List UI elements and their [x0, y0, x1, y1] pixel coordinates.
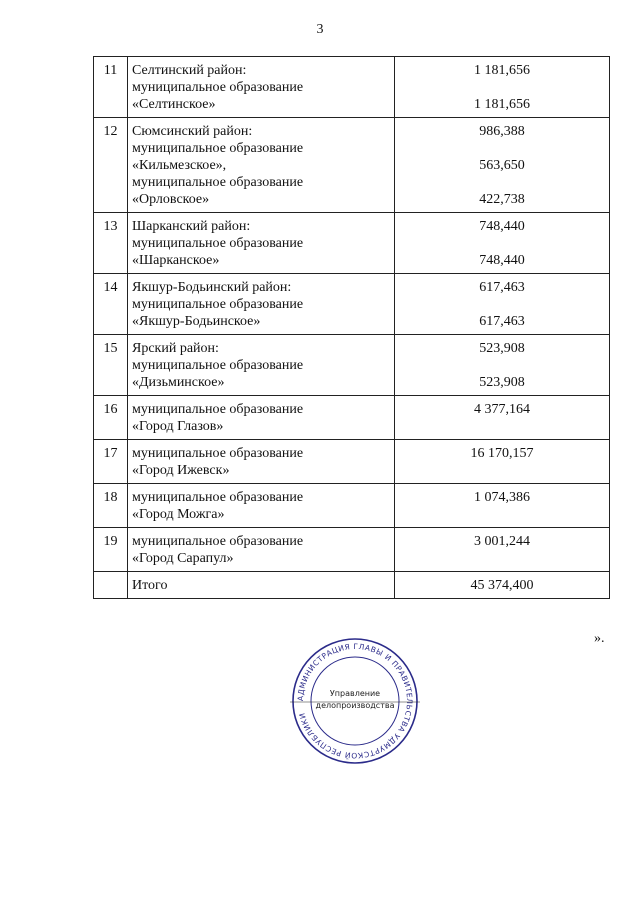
row-number	[94, 572, 128, 599]
row-number: 12	[94, 118, 128, 213]
table-row	[94, 528, 610, 572]
row-number: 18	[94, 484, 128, 528]
description-line: муниципальное образование	[132, 175, 304, 190]
row-number: 11	[94, 57, 128, 118]
description-line: Сюмсинский район:	[132, 124, 253, 139]
amount-value: 748,440	[479, 219, 525, 234]
allocation-table	[93, 56, 610, 599]
closing-quote-mark: ».	[594, 631, 605, 646]
description-line: «Кильмезское»,	[132, 158, 227, 173]
row-amount	[395, 213, 610, 274]
table-body	[94, 57, 610, 599]
amount-value	[399, 79, 605, 96]
table-row	[94, 572, 610, 599]
row-description	[128, 57, 395, 118]
description-line: «Город Можга»	[132, 507, 225, 522]
table-row	[94, 440, 610, 484]
amount-value: 1 181,656	[474, 63, 530, 78]
row-amount	[395, 57, 610, 118]
amount-value: 617,463	[479, 280, 525, 295]
row-description	[128, 572, 395, 599]
row-description	[128, 118, 395, 213]
row-description	[128, 528, 395, 572]
description-line: муниципальное образование	[132, 358, 304, 373]
row-amount	[395, 396, 610, 440]
row-description	[128, 274, 395, 335]
row-amount	[395, 118, 610, 213]
amount-value	[399, 357, 605, 374]
description-line: «Якшур-Бодьинское»	[132, 314, 261, 329]
amount-value: 563,650	[479, 158, 525, 173]
table-row	[94, 484, 610, 528]
amount-value	[399, 296, 605, 313]
stamp-center-line-2: делопроизводства	[315, 701, 395, 710]
description-line: «Город Ижевск»	[132, 463, 230, 478]
table-row	[94, 213, 610, 274]
row-description	[128, 484, 395, 528]
row-number: 16	[94, 396, 128, 440]
amount-value: 45 374,400	[470, 578, 534, 593]
description-line: Итого	[132, 578, 168, 593]
description-line: «Дизьминское»	[132, 375, 225, 390]
amount-value: 1 074,386	[474, 490, 530, 505]
row-description	[128, 440, 395, 484]
table-row	[94, 57, 610, 118]
description-line: Ярский район:	[132, 341, 219, 356]
description-line: «Селтинское»	[132, 97, 216, 112]
amount-value: 422,738	[479, 192, 525, 207]
row-number: 13	[94, 213, 128, 274]
description-line: муниципальное образование	[132, 446, 304, 461]
stamp-center-line-1: Управление	[329, 689, 381, 698]
amount-value: 4 377,164	[474, 402, 530, 417]
row-amount	[395, 484, 610, 528]
row-description	[128, 335, 395, 396]
row-amount	[395, 335, 610, 396]
row-amount	[395, 440, 610, 484]
amount-value	[399, 140, 605, 157]
row-number: 17	[94, 440, 128, 484]
description-line: муниципальное образование	[132, 80, 304, 95]
row-description	[128, 213, 395, 274]
table-row	[94, 118, 610, 213]
amount-value: 523,908	[479, 341, 525, 356]
description-line: муниципальное образование	[132, 236, 304, 251]
description-line: Шарканский район:	[132, 219, 251, 234]
amount-value: 986,388	[479, 124, 525, 139]
row-number: 14	[94, 274, 128, 335]
table-row	[94, 396, 610, 440]
amount-value: 16 170,157	[470, 446, 534, 461]
amount-value	[399, 235, 605, 252]
description-line: «Шарканское»	[132, 253, 220, 268]
stamp-ring-text: АДМИНИСТРАЦИЯ ГЛАВЫ И ПРАВИТЕЛЬСТВА УДМУРТСКОЙ РЕСПУБЛИКИ	[295, 641, 415, 761]
description-line: муниципальное образование	[132, 490, 304, 505]
description-line: муниципальное образование	[132, 297, 304, 312]
table-row	[94, 274, 610, 335]
description-line: муниципальное образование	[132, 402, 304, 417]
amount-value: 617,463	[479, 314, 525, 329]
description-line: Якшур-Бодьинский район:	[132, 280, 292, 295]
row-number: 19	[94, 528, 128, 572]
amount-value: 3 001,244	[474, 534, 530, 549]
description-line: муниципальное образование	[132, 141, 304, 156]
amount-value	[399, 174, 605, 191]
description-line: «Орловское»	[132, 192, 210, 207]
amount-value: 523,908	[479, 375, 525, 390]
row-amount	[395, 528, 610, 572]
row-description	[128, 396, 395, 440]
official-seal-stamp	[290, 636, 420, 766]
row-amount	[395, 572, 610, 599]
row-amount	[395, 274, 610, 335]
description-line: Селтинский район:	[132, 63, 247, 78]
amount-value: 748,440	[479, 253, 525, 268]
description-line: «Город Сарапул»	[132, 551, 234, 566]
amount-value: 1 181,656	[474, 97, 530, 112]
description-line: муниципальное образование	[132, 534, 304, 549]
table-row	[94, 335, 610, 396]
row-number: 15	[94, 335, 128, 396]
description-line: «Город Глазов»	[132, 419, 224, 434]
page-number: 3	[316, 22, 324, 37]
